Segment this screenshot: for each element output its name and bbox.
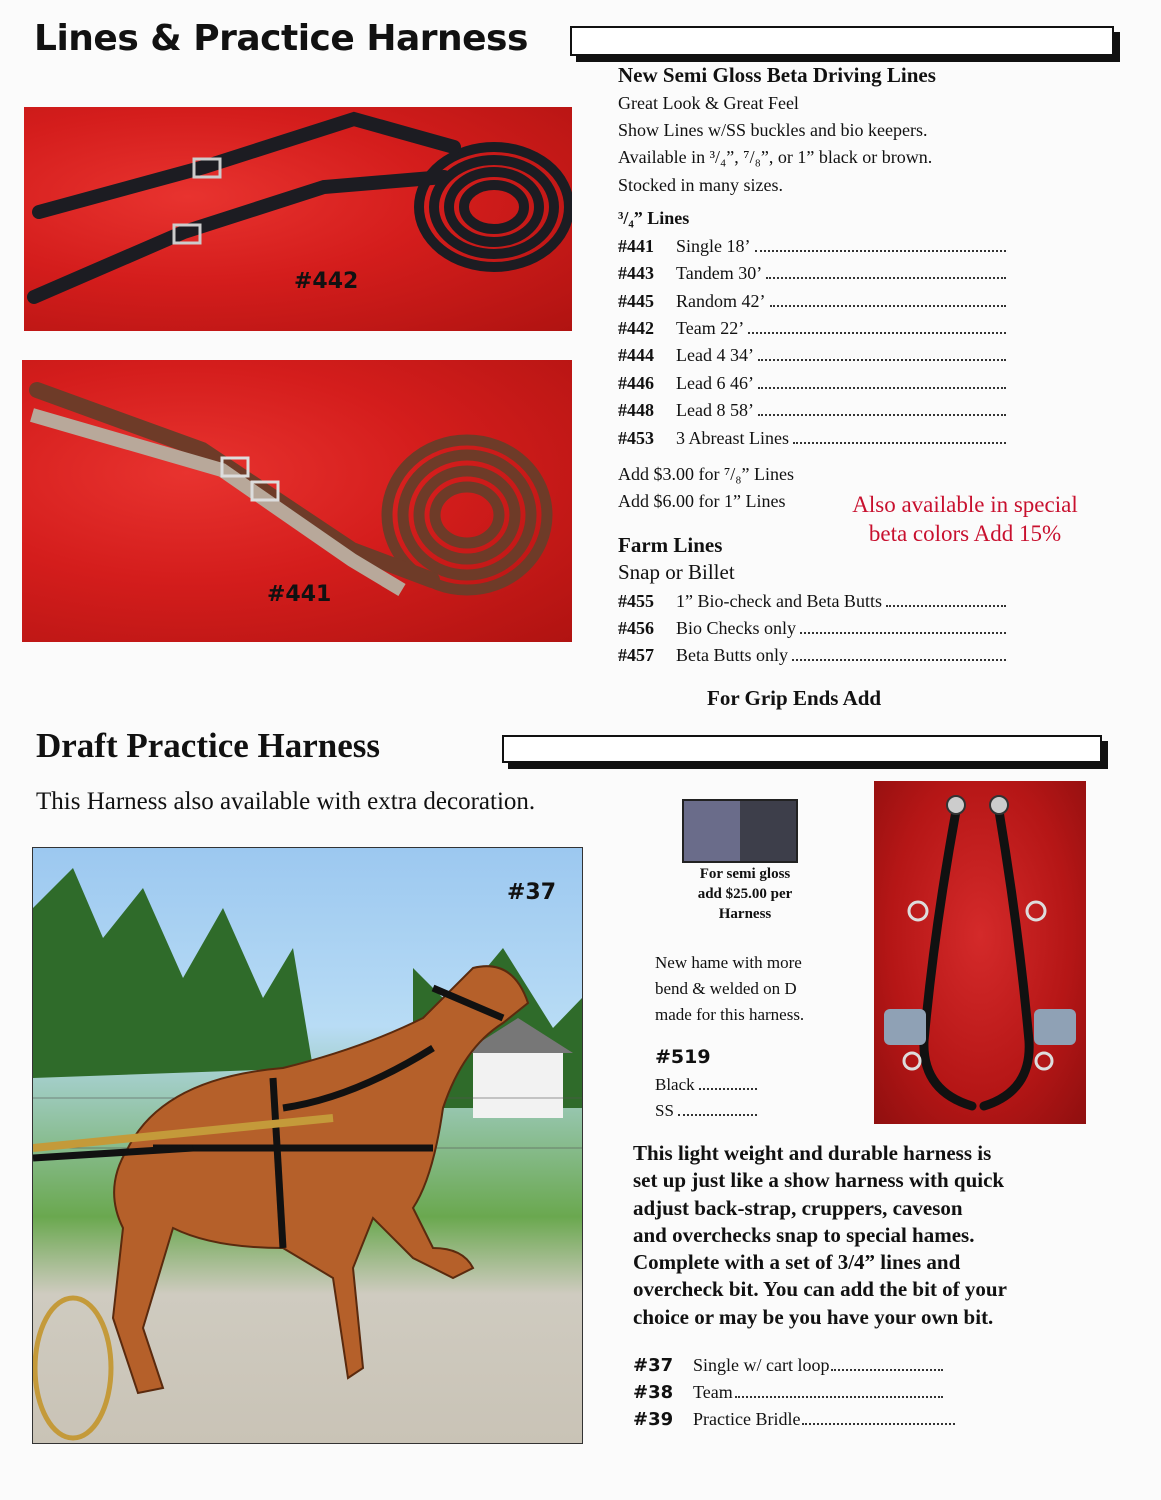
leader-dots bbox=[766, 277, 1006, 279]
lines-photo-441 bbox=[22, 360, 572, 642]
hame-photo bbox=[874, 781, 1086, 1124]
draft-subtitle: This Harness also available with extra decoration. bbox=[36, 788, 536, 815]
hame-note-line-2: bend & welded on D bbox=[655, 979, 797, 998]
leader-dots bbox=[678, 1114, 757, 1116]
list-item bbox=[618, 318, 1008, 344]
leader-dots bbox=[735, 1396, 943, 1398]
title-rule-box bbox=[570, 26, 1114, 56]
add-note-78: Add $3.00 for ⁷/₈” Lines bbox=[618, 464, 795, 484]
hame-note bbox=[655, 950, 804, 1028]
item-code: #441 bbox=[618, 236, 654, 256]
photo-label-441: #441 bbox=[267, 582, 332, 607]
item-code: #443 bbox=[618, 263, 654, 283]
semi-gloss-line-2: add $25.00 per bbox=[697, 886, 793, 902]
lines-photo-442 bbox=[24, 107, 572, 331]
description-line-6: overcheck bit. You can add the bit of your bbox=[633, 1277, 1007, 1302]
lines-intro-1: Great Look & Great Feel bbox=[618, 93, 799, 113]
photo-label-442: #442 bbox=[294, 269, 359, 294]
list-item bbox=[618, 263, 1008, 289]
description-line-5: Complete with a set of 3/4” lines and bbox=[633, 1250, 961, 1275]
item-desc: Random 42’ bbox=[676, 291, 766, 311]
leader-dots bbox=[758, 359, 1006, 361]
lines-intro-3: Available in ³/₄”, ⁷/₈”, or 1” black or brown. bbox=[618, 147, 933, 167]
list-item bbox=[618, 400, 1008, 426]
item-code: #444 bbox=[618, 345, 654, 365]
list-item bbox=[618, 291, 1008, 317]
list-item bbox=[618, 591, 1008, 617]
item-desc: Practice Bridle bbox=[693, 1409, 801, 1429]
special-colors-line-2: beta colors Add 15% bbox=[868, 521, 1062, 546]
list-item bbox=[655, 1075, 757, 1099]
description-line-3: adjust back-strap, cruppers, caveson bbox=[633, 1195, 963, 1220]
hame-note-line-3: made for this harness. bbox=[655, 1005, 805, 1024]
hame-option: Black bbox=[655, 1075, 695, 1094]
lines-subheading: ³/₄” Lines bbox=[618, 208, 690, 228]
harness-description bbox=[633, 1140, 1007, 1331]
leader-dots bbox=[886, 605, 1006, 607]
item-code: #456 bbox=[618, 618, 654, 638]
leader-dots bbox=[792, 659, 1006, 661]
item-desc: Lead 6 46’ bbox=[676, 373, 754, 393]
leader-dots bbox=[770, 305, 1007, 307]
list-item bbox=[618, 618, 1008, 644]
list-item bbox=[618, 236, 1008, 262]
photo-label-37: #37 bbox=[507, 880, 557, 905]
item-desc: 1” Bio-check and Beta Butts bbox=[676, 591, 882, 611]
list-item bbox=[655, 1101, 757, 1125]
item-code: #442 bbox=[618, 318, 654, 338]
leader-dots bbox=[831, 1369, 943, 1371]
leader-dots bbox=[793, 442, 1006, 444]
description-line-4: and overchecks snap to special hames. bbox=[633, 1222, 975, 1247]
draft-rule-box bbox=[502, 735, 1102, 763]
page-title: Lines & Practice Harness bbox=[34, 18, 528, 59]
list-item bbox=[633, 1355, 943, 1381]
item-desc: Beta Butts only bbox=[676, 645, 788, 665]
special-colors-line-1: Also available in special bbox=[852, 492, 1078, 517]
list-item bbox=[618, 645, 1008, 671]
list-item bbox=[618, 373, 1008, 399]
item-code: #445 bbox=[618, 291, 654, 311]
semi-gloss-swatch bbox=[682, 799, 798, 863]
draft-title: Draft Practice Harness bbox=[36, 726, 381, 765]
list-item bbox=[618, 345, 1008, 371]
item-desc: Lead 4 34’ bbox=[676, 345, 754, 365]
item-code: #448 bbox=[618, 400, 654, 420]
farm-lines-heading: Farm Lines bbox=[618, 533, 723, 557]
driving-lines-black-image bbox=[24, 107, 572, 331]
description-line-1: This light weight and durable harness is bbox=[633, 1141, 992, 1165]
leader-dots bbox=[800, 632, 1006, 634]
list-item bbox=[633, 1409, 955, 1435]
hame-note-line-1: New hame with more bbox=[655, 953, 802, 972]
leader-dots bbox=[755, 250, 1007, 252]
leader-dots bbox=[758, 414, 1006, 416]
item-desc: Lead 8 58’ bbox=[676, 400, 754, 420]
semi-gloss-line-1: For semi gloss bbox=[699, 866, 791, 882]
horse-photo bbox=[32, 847, 583, 1444]
lines-heading: New Semi Gloss Beta Driving Lines bbox=[618, 63, 936, 87]
leader-dots bbox=[699, 1088, 757, 1090]
add-note-1in: Add $6.00 for 1” Lines bbox=[618, 491, 786, 511]
item-code: #446 bbox=[618, 373, 654, 393]
item-code: #38 bbox=[633, 1382, 674, 1403]
special-colors-note bbox=[830, 490, 1100, 548]
item-code: #455 bbox=[618, 591, 654, 611]
item-code: #457 bbox=[618, 645, 654, 665]
description-line-7: choice or may be you have your own bit. bbox=[633, 1304, 994, 1329]
leader-dots bbox=[758, 387, 1006, 389]
description-line-2: set up just like a show harness with quick bbox=[633, 1168, 1005, 1193]
hame-option: SS bbox=[655, 1101, 674, 1120]
farm-lines-sub: Snap or Billet bbox=[618, 560, 735, 584]
semi-gloss-note bbox=[660, 864, 830, 924]
list-item bbox=[633, 1382, 943, 1408]
horse-image bbox=[33, 848, 582, 1443]
lines-intro-2: Show Lines w/SS buckles and bio keepers. bbox=[618, 120, 928, 140]
item-code: #39 bbox=[633, 1409, 674, 1430]
item-desc: Tandem 30’ bbox=[676, 263, 763, 283]
item-code: #453 bbox=[618, 428, 654, 448]
hame-code: #519 bbox=[655, 1046, 711, 1068]
list-item bbox=[618, 428, 1008, 454]
item-desc: Team bbox=[693, 1382, 733, 1402]
item-desc: Team 22’ bbox=[676, 318, 745, 338]
grip-ends-note: For Grip Ends Add bbox=[707, 686, 882, 710]
item-code: #37 bbox=[633, 1355, 674, 1376]
item-desc: Single 18’ bbox=[676, 236, 751, 256]
lines-intro-4: Stocked in many sizes. bbox=[618, 175, 783, 195]
item-desc: Single w/ cart loop bbox=[693, 1355, 830, 1375]
leader-dots bbox=[748, 332, 1006, 334]
semi-gloss-line-3: Harness bbox=[718, 906, 772, 922]
item-desc: 3 Abreast Lines bbox=[676, 428, 789, 448]
leader-dots bbox=[802, 1423, 955, 1425]
hame-image bbox=[874, 781, 1086, 1124]
item-desc: Bio Checks only bbox=[676, 618, 796, 638]
